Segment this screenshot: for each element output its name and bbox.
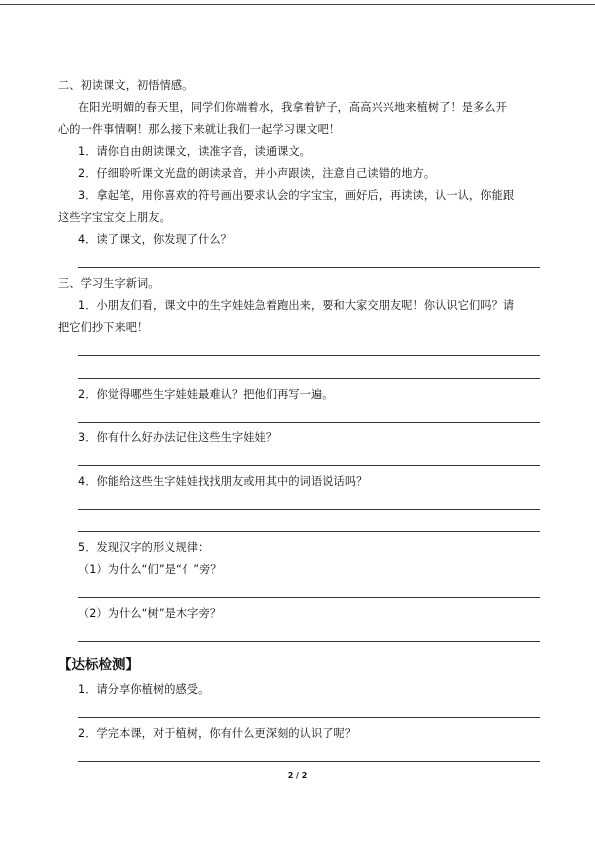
answer-line[interactable] <box>78 641 540 642</box>
answer-line[interactable] <box>78 355 540 356</box>
answer-line[interactable] <box>78 717 540 718</box>
check-heading: 【达标检测】 <box>58 657 139 673</box>
section2-item1: 1．请你自由朗读课文，读准字音，读通课文。 <box>78 145 311 158</box>
answer-line[interactable] <box>78 267 540 268</box>
answer-line[interactable] <box>78 509 540 510</box>
section3-q5b: （2）为什么“树”是木字旁？ <box>78 607 222 620</box>
header-rule <box>0 4 595 5</box>
section2-item2: 2．仔细聆听课文光盘的朗读录音，并小声跟读，注意自己读错的地方。 <box>78 167 436 180</box>
answer-line[interactable] <box>78 531 540 532</box>
section3-heading: 三、学习生字新词。 <box>58 277 160 290</box>
section2-intro-line1: 在阳光明媚的春天里，同学们你端着水，我拿着铲子，高高兴兴地来植树了！是多么开 <box>78 101 507 114</box>
section2-heading: 二、初读课文，初悟情感。 <box>58 79 194 92</box>
section2-item3-line1: 3．拿起笔，用你喜欢的符号画出要求认会的字宝宝，画好后，再读读，认一认，你能跟 <box>78 189 515 202</box>
section3-q5: 5．发现汉字的形义规律： <box>78 541 210 554</box>
section3-q2: 2．你觉得哪些生字娃娃最难认？把他们再写一遍。 <box>78 388 334 401</box>
check-item1: 1．请分享你植树的感受。 <box>78 683 210 696</box>
answer-line[interactable] <box>78 597 540 598</box>
page-number: 2 / 2 <box>287 771 308 780</box>
check-item2: 2．学完本课，对于植树，你有什么更深刻的认识了呢？ <box>78 727 357 740</box>
answer-line[interactable] <box>78 465 540 466</box>
section3-q3: 3．你有什么好办法记住这些生字娃娃？ <box>78 431 278 444</box>
section3-q1-line1: 1．小朋友们看，课文中的生字娃娃急着跑出来，要和大家交朋友呢！你认识它们吗？请 <box>78 299 515 312</box>
answer-line[interactable] <box>78 378 540 379</box>
answer-line[interactable] <box>78 761 540 762</box>
section3-q1-line2: 把它们抄下来吧！ <box>58 321 149 334</box>
section2-item3-line2: 这些字宝宝交上朋友。 <box>58 211 171 224</box>
section3-q4: 4．你能给这些生字娃娃找找朋友或用其中的词语说话吗？ <box>78 475 368 488</box>
answer-line[interactable] <box>78 422 540 423</box>
section3-q5a: （1）为什么“们”是“亻”旁？ <box>78 563 222 576</box>
section2-item4: 4．读了课文，你发现了什么？ <box>78 233 232 246</box>
section2-intro-line2: 心的一件事情啊！那么接下来就让我们一起学习课文吧！ <box>58 123 341 136</box>
